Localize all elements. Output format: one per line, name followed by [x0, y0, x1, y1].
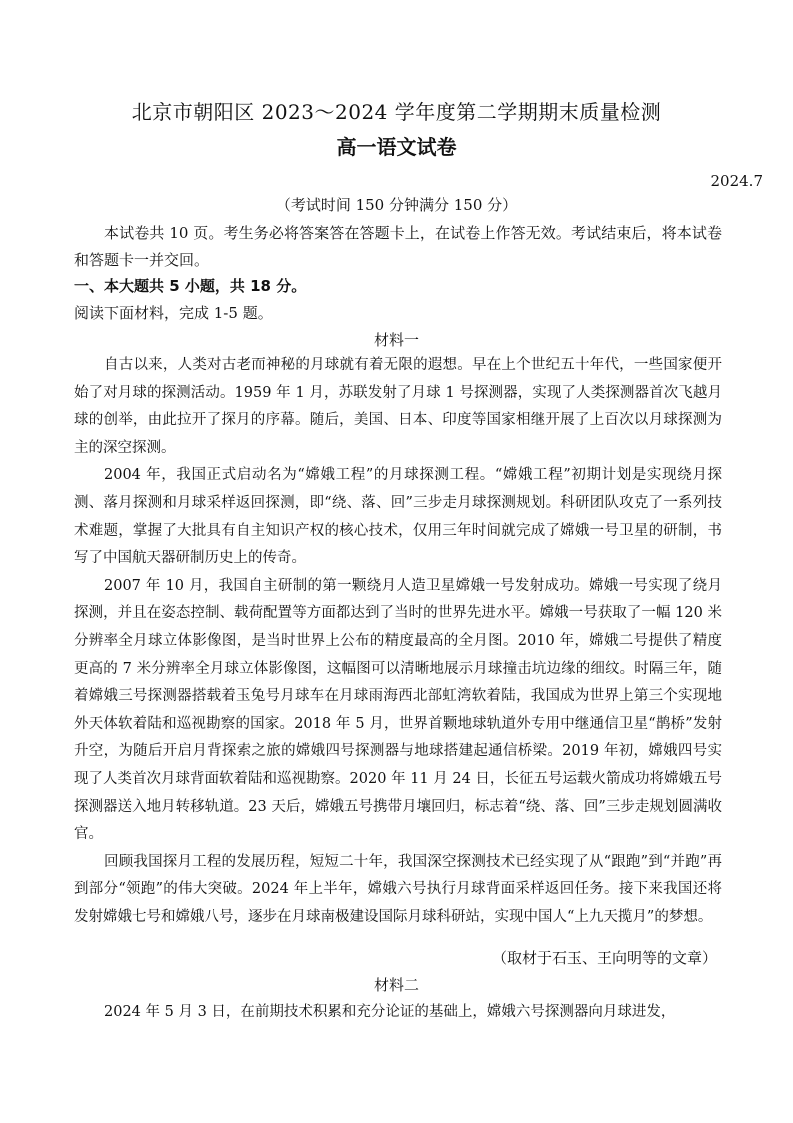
material-1-paragraph: 2004 年，我国正式启动名为“嫦娥工程”的月球探测工程。“嫦娥工程”初期计划是实现绕月探测、落月探测和月球采样返回探测，即“绕、落、回”三步走月球探测规划。科研团队攻克了一系列技术难题，掌握了大批具有自主知识产权的核心技术，仅用三年时间就完成了嫦娥一号卫星的研制，书写了中国航天器研制历史上的传奇。: [74, 467, 722, 567]
section-heading: 一、本大题共 5 小题，共 18 分。: [74, 277, 307, 295]
reading-instruction: 阅读下面材料，完成 1-5 题。: [74, 304, 273, 322]
material-1-paragraph: 自古以来，人类对古老而神秘的月球就有着无限的遐想。早在上个世纪五十年代，一些国家便开始了对月球的探测活动。1959 年 1 月，苏联发射了月球 1 号探测器，实现了人类探测器首次飞越月球的创举，由此拉开了探月的序幕。随后，美国、日本、印度等国家相继开展了上百次以月球探测为主的深空探测。: [74, 357, 722, 456]
material-2-title: 材料二: [373, 976, 419, 994]
material-1-body: [74, 352, 722, 931]
material-2-paragraph: 2024 年 5 月 3 日，在前期技术积累和充分论证的基础上，嫦娥六号探测器向月球进发，: [104, 1004, 676, 1020]
exam-subtitle: 高一语文试卷: [336, 135, 457, 159]
material-1-source: （取材于石玉、王向明等的文章）: [491, 949, 717, 967]
exam-title: 北京市朝阳区 2023～2024 学年度第二学期期末质量检测: [131, 100, 662, 124]
exam-date: 2024.7: [710, 172, 763, 190]
material-2-body: [74, 999, 722, 1026]
material-1-title: 材料一: [373, 331, 419, 349]
material-1-paragraph: 回顾我国探月工程的发展历程，短短二十年，我国深空探测技术已经实现了从“跟跑”到“并跑”再到部分“领跑”的伟大突破。2024 年上半年，嫦娥六号执行月球背面采样返回任务。接下来我国还将发射嫦娥七号和嫦娥八号，逐步在月球南极建设国际月球科研站，实现中国人“上九天揽月”的梦想。: [74, 853, 722, 925]
exam-notice: 本试卷共 10 页。考生务必将答案答在答题卡上，在试卷上作答无效。考试结束后，将本试卷和答题卡一并交回。: [74, 224, 722, 269]
exam-time-note: （考试时间 150 分钟满分 150 分）: [275, 196, 518, 214]
material-1-paragraph: 2007 年 10 月，我国自主研制的第一颗绕月人造卫星嫦娥一号发射成功。嫦娥一号实现了绕月探测，并且在姿态控制、载荷配置等方面都达到了当时的世界先进水平。嫦娥一号获取了一幅 120 米分辨率全月球立体影像图，是当时世界上公布的精度最高的全月图。2010 年，嫦娥二号提供了精度更高的 7 米分辨率全月球立体影像图，这幅图可以清晰地展示月球撞击坑边缘的细纹。时隔三年，随着嫦娥三号探测器搭载着玉兔号月球车在月球雨海西北部虹湾软着陆，我国成为世界上第三个实现地外天体软着陆和巡视勘察的国家。2018 年 5 月，世界首颗地球轨道外专用中继通信卫星“鹊桥”发射升空，为随后开启月背探索之旅的嫦娥四号探测器与地球搭建起通信桥梁。2019 年初，嫦娥四号实现了人类首次月球背面软着陆和巡视勘察。2020 年 11 月 24 日，长征五号运载火箭成功将嫦娥五号探测器送入地月转移轨道。23 天后，嫦娥五号携带月壤回归，标志着“绕、落、回”三步走规划圆满收官。: [74, 577, 722, 843]
